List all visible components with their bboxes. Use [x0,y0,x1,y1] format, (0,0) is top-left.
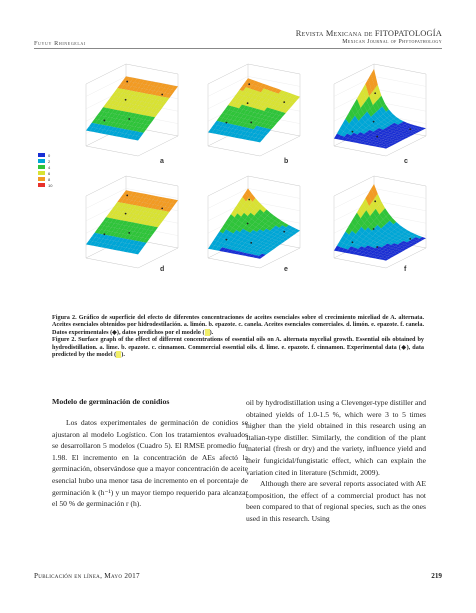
section-heading: Modelo de germinación de conidios [52,397,170,406]
caption-spanish [52,314,424,336]
legend-swatch [38,153,45,157]
legend-level: 2 [48,158,51,164]
journal-title: Revista Mexicana de FITOPATOLOGÍA [295,29,442,38]
legend-level: 10 [48,182,53,188]
legend-swatch [38,171,45,175]
left-column [52,397,248,510]
response-surface [334,69,426,149]
caption-es-text: Gráfico de superficie del efecto de diferentes concentraciones de aceites esenciales sobre el crecimiento miceliad de A. alternata. Aceites esenciales obtenidos por hidrodestilación. a. limón. b. epazote. c. canela. Aceites esenciales comerciales. d. limón. e. epazote. f. canela. Datos experimentales (◆), datos predichos por el modelo ( [52,314,425,336]
caption-en-text: Surface graph of the effect of different concentrations of essential oils on A. alternata mycelial growth. Essential oils obtained by hydrodistillation. a. lime. b. epazote. c. cinnamon. Commercial essential oils. d. lime. e. epazote. f. cinnamon. Experimental data (◆), data predicted by the model ( [52,336,425,359]
surface-plot-b [186,60,312,168]
right-paragraph-1: oil by hydrodistillation using a Clevenger-type distiller and obtained yields of 1.0-1.5 %, which were 3 to 5 times higher than the yield obtained in this research using an Italian-type distiller. Similarly, the condition of the plant material (fresh or dry) and the variety, influence yield and their fungicidal/fungistatic effect, which can explain the variation cited in literature (Schmidt, 2009). [246,398,426,477]
legend-level: 8 [48,176,51,182]
caption-es-tail: ). [209,328,214,336]
caption-en-label: Figure 2. [52,336,77,344]
caption-es-label: Figura 2. [52,314,77,321]
caption-english [52,336,424,358]
surface-plot-d [64,172,190,280]
right-column [246,397,426,525]
caption-en-tail: ). [121,351,125,359]
color-legend [38,152,64,188]
header-rule [34,48,442,49]
surface-plot-e [186,172,312,280]
surface-plot-a [64,60,190,168]
running-head-journal [296,29,442,45]
response-surface [334,184,426,261]
figure-caption [52,314,424,358]
page-number: 219 [431,572,442,580]
legend-level: 0 [48,152,51,158]
legend-swatch [38,177,45,181]
publication-date: Publicación en línea, Mayo 2017 [34,572,140,580]
left-paragraph: Los datos experimentales de germinación de conidios se ajustaron al modelo Logístico. Con los tratamientos evaluados se desarrollaron 5 modelos (Cuadro 5). El RMSE promedio fue 1.98. El incremento en la concentración de AEs afectó la germinación, observándose que a mayor concentración de aceite esencial hubo una menor tasa de incremento en el porcentaje de germinación k (h⁻¹) y un mayor tiempo requerido para alcanzar el 50 % de germinación r (h). [52,418,248,509]
right-paragraph-2: Although there are several reports associated with AE composition, the effect of a commercial product has not been compared to that of regional species, such as the ones used in this research. Using [246,479,426,523]
legend-swatch [38,159,45,163]
response-surface [208,78,300,142]
legend-level: 4 [48,164,51,170]
panel-label-e: e [284,266,288,273]
response-surface [86,190,178,254]
legend-entry [38,182,64,188]
panel-label-c: c [404,158,408,165]
legend-level: 6 [48,170,51,176]
response-surface [208,188,300,258]
panel-label-b: b [284,158,289,165]
panel-label-f: f [404,266,407,273]
legend-swatch [38,183,45,187]
running-head-author: Fuyuy Rhinegelai [34,40,86,47]
panel-label-a: a [160,158,164,165]
figure-2 [36,60,442,288]
panel-label-d: d [160,266,165,273]
legend-swatch [38,165,45,169]
journal-subtitle: Mexican Journal of Phytopathology [342,39,442,45]
surface-plot-c [312,60,438,168]
surface-plot-f [312,172,438,280]
